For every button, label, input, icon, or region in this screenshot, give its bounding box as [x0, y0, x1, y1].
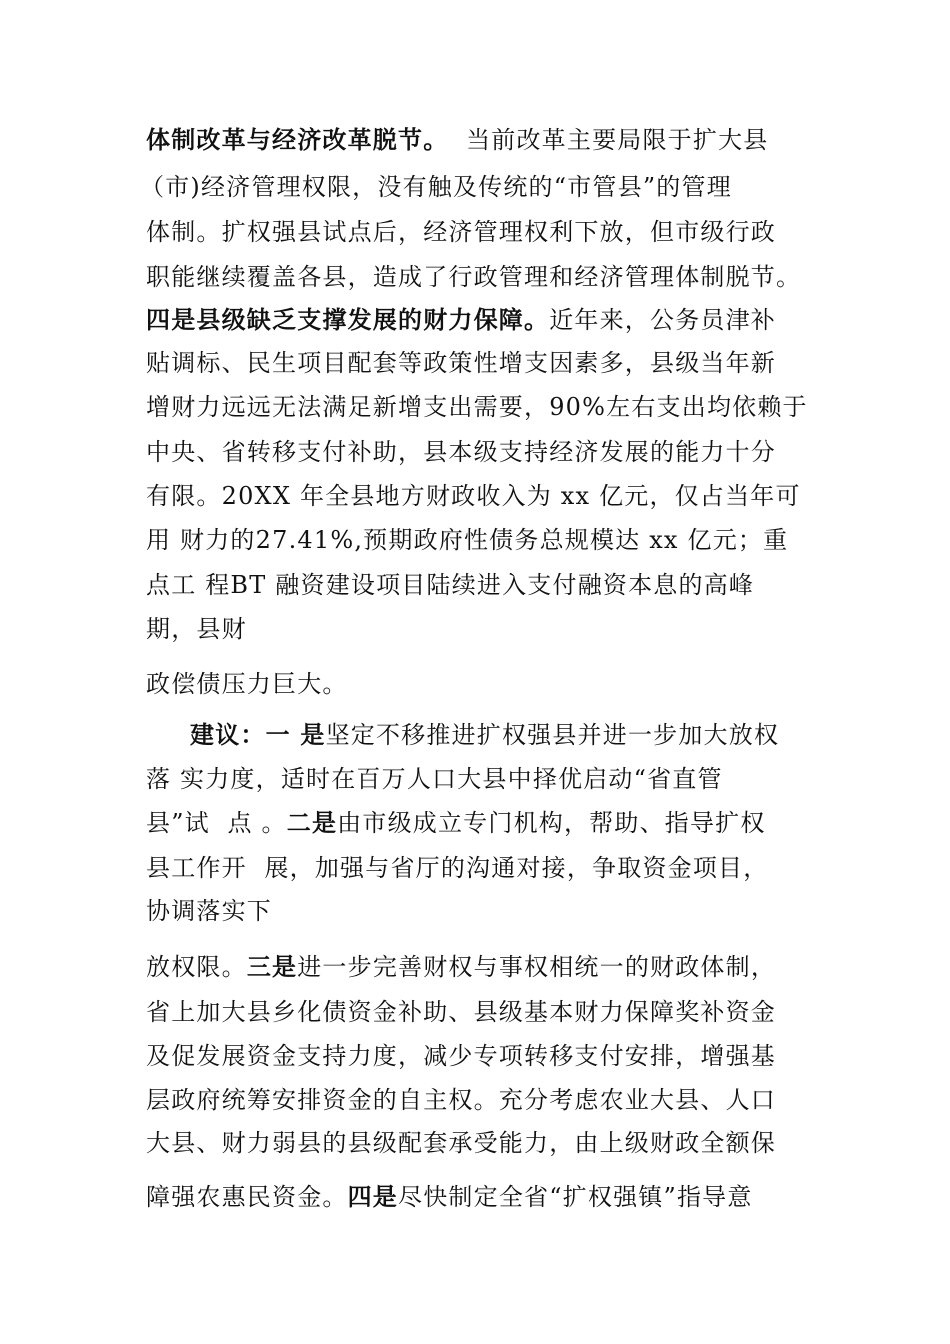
line-text: 进一步完善财权与事权相统一的财政体制，: [297, 953, 777, 981]
paragraph-line: [146, 125, 806, 155]
line-text: 坚定不移推进扩权强县并进一步加大放权: [325, 721, 780, 749]
line-text: 尽快制定全省“扩权强镇”指导意: [398, 1183, 753, 1211]
bold-heading: 建议：一 是: [190, 720, 326, 749]
paragraph-line: [146, 1041, 806, 1071]
line-text: 中央、省转移支付补助，县本级支持经济发展的能力十分: [146, 438, 776, 466]
paragraph-line: [146, 525, 806, 555]
line-text: 近年来，公务员津补: [549, 306, 777, 334]
line-text: 用 财力的27.41%,预期政府性债务总规模达 xx 亿元；重: [146, 526, 789, 554]
paragraph-line: [146, 217, 806, 247]
line-text: 县”试 点 。: [146, 809, 287, 837]
paragraph-line: [146, 853, 806, 883]
paragraph-line: [146, 764, 806, 794]
line-text: 县工作开 展，加强与省厅的沟通对接，争取资金项目，: [146, 854, 769, 882]
paragraph-line: [146, 1085, 806, 1115]
line-text: 增财力远远无法满足新增支出需要，90%左右支出均依赖于: [146, 393, 808, 421]
paragraph-line: [140, 172, 800, 202]
paragraph-line: [146, 614, 806, 644]
paragraph-line: [146, 1128, 806, 1158]
line-text: 层政府统筹安排资金的自主权。充分考虑农业大县、人口: [146, 1086, 776, 1114]
paragraph-line: [146, 1182, 806, 1212]
paragraph-line: [146, 348, 806, 378]
line-text: 贴调标、民生项目配套等政策性增支因素多，县级当年新: [146, 349, 776, 377]
paragraph-line: [146, 392, 806, 422]
line-text: 及促发展资金支持力度，减少专项转移支付安排，增强基: [146, 1042, 776, 1070]
bold-heading: 三是: [246, 952, 298, 981]
paragraph-line: [146, 808, 806, 838]
bold-heading: 四是县级缺乏支撑发展的财力保障。: [146, 305, 550, 334]
paragraph-line: [146, 262, 806, 292]
line-text: 由市级成立专门机构，帮助、指导扩权: [337, 809, 766, 837]
line-text: 放权限。: [146, 953, 247, 981]
paragraph-line: [146, 997, 806, 1027]
line-text: 落 实力度，适时在百万人口大县中择优启动“省直管: [146, 765, 723, 793]
paragraph-line: [146, 305, 806, 335]
paragraph-line: [146, 669, 806, 699]
line-text: 政偿债压力巨大。: [146, 670, 348, 698]
bold-heading: 二是: [286, 808, 338, 837]
line-text: 障强农惠民资金。: [146, 1183, 348, 1211]
line-text: （市)经济管理权限，没有触及传统的“市管县”的管理: [140, 173, 732, 201]
line-text: 点工 程BT 融资建设项目陆续进入支付融资本息的高峰: [146, 571, 755, 599]
line-text: 省上加大县乡化债资金补助、县级基本财力保障奖补资金: [146, 998, 776, 1026]
line-text: 期，县财: [146, 615, 247, 643]
bold-heading: 四是: [347, 1182, 399, 1211]
bold-heading: 体制改革与经济改革脱节。: [146, 125, 449, 154]
line-text: 当前改革主要局限于扩大县: [448, 126, 769, 154]
line-text: 体制。扩权强县试点后，经济管理权利下放，但市级行政: [146, 218, 776, 246]
paragraph-line: [190, 720, 810, 750]
line-text: 协调落实下: [146, 897, 272, 925]
paragraph-line: [146, 437, 806, 467]
paragraph-line: [146, 896, 806, 926]
paragraph-line: [146, 570, 806, 600]
line-text: 有限。20XX 年全县地方财政收入为 xx 亿元，仅占当年可: [146, 482, 801, 510]
paragraph-line: [146, 952, 806, 982]
line-text: 职能继续覆盖各县，造成了行政管理和经济管理体制脱节。: [146, 263, 802, 291]
line-text: 大县、财力弱县的县级配套承受能力，由上级财政全额保: [146, 1129, 776, 1157]
paragraph-line: [146, 481, 806, 511]
